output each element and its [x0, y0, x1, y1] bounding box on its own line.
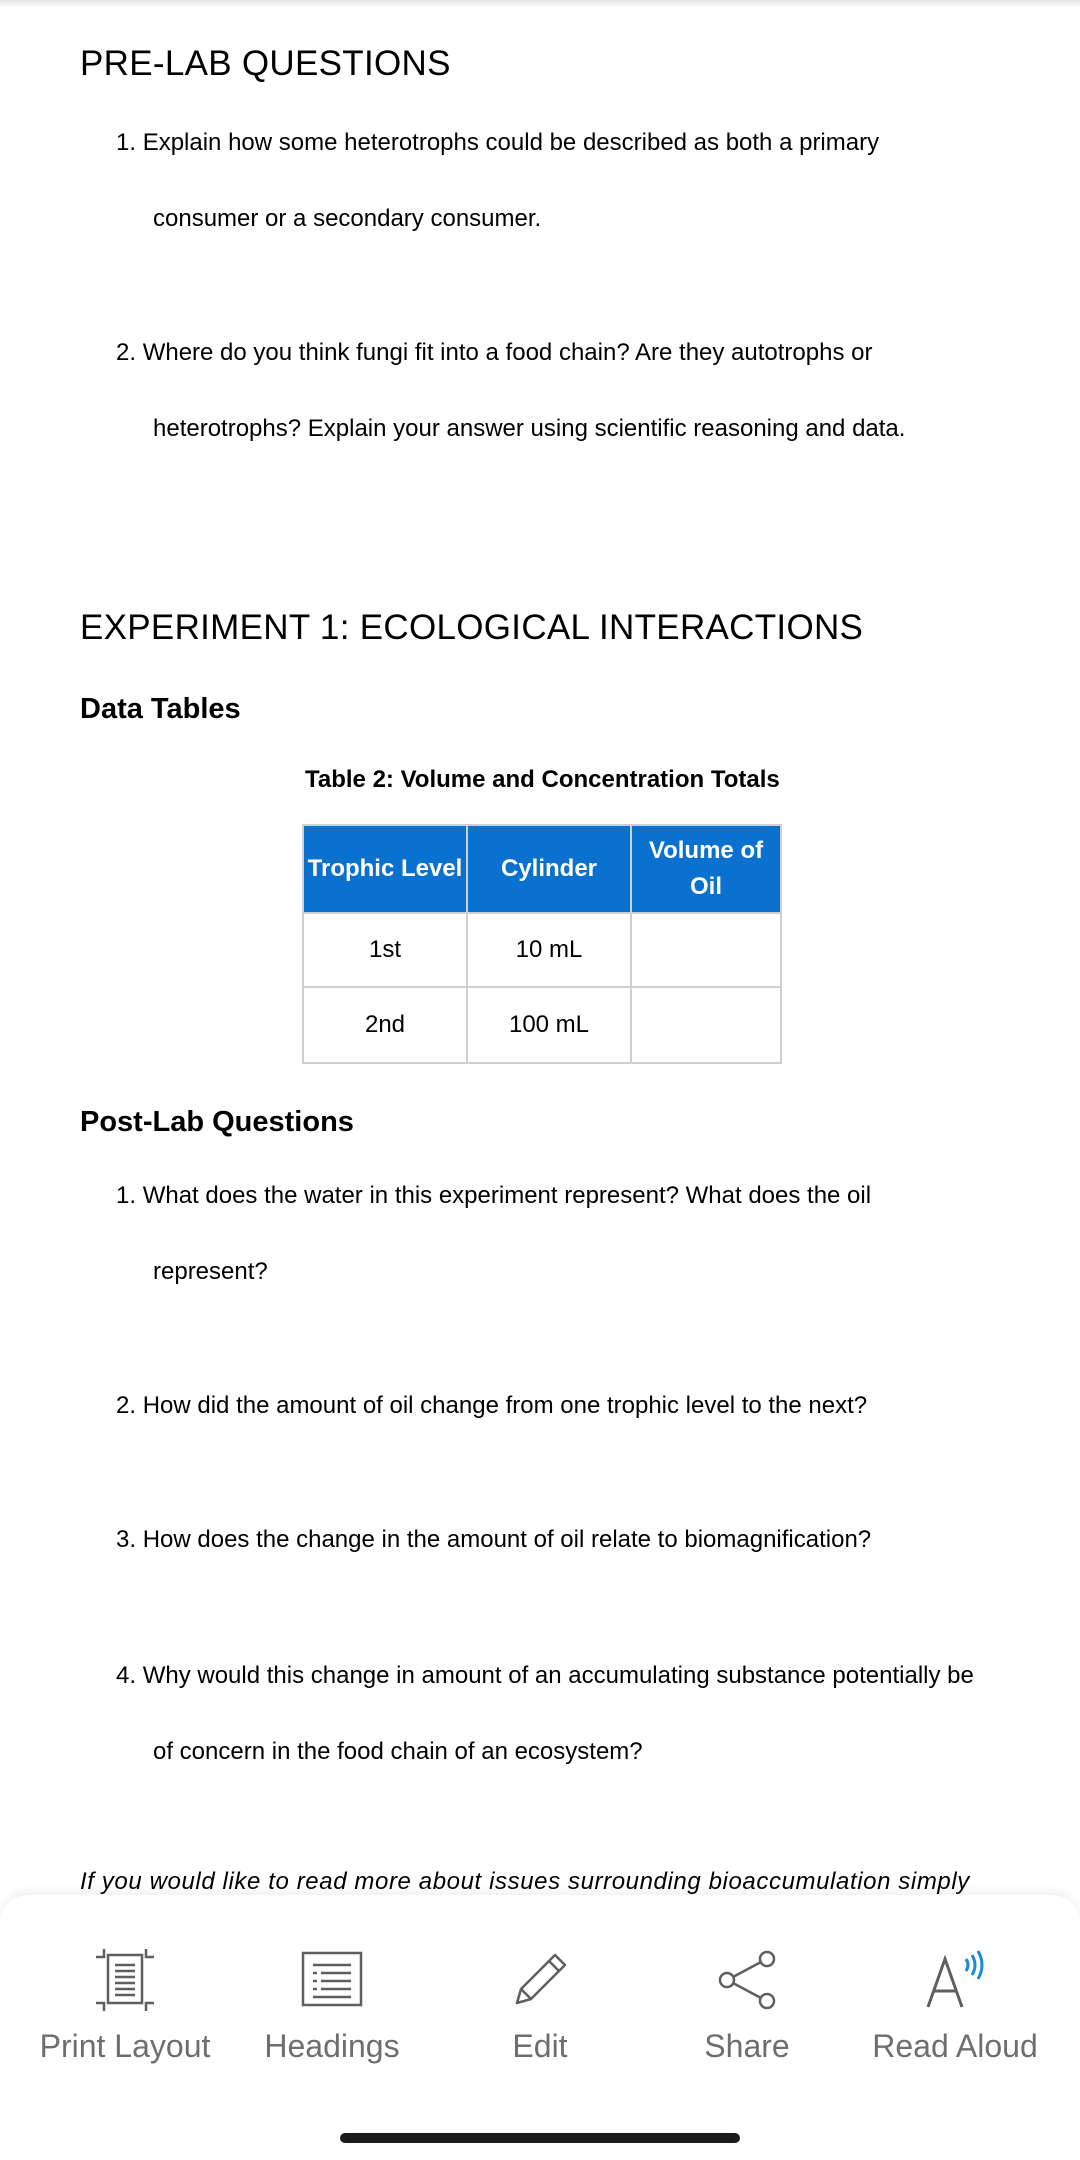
share-label: Share	[704, 2028, 790, 2064]
headings-icon	[297, 1945, 367, 2015]
question-text-continued: of concern in the food chain of an ecosystem?	[153, 1738, 643, 1765]
table-cell: 10 mL	[467, 913, 631, 987]
table-header-cell: Trophic Level	[303, 825, 467, 913]
question-text: Explain how some heterotrophs could be described as both a primary	[142, 129, 880, 156]
more-info-text: If you would like to read more about issues surrounding bioaccumulation simply	[80, 1868, 970, 1895]
postlab-question-1	[116, 1158, 1000, 1310]
edit-button[interactable]	[440, 1895, 640, 2095]
prelab-heading: PRE-LAB QUESTIONS	[80, 44, 451, 83]
question-text: Why would this change in amount of an accumulating substance potentially be	[142, 1662, 974, 1689]
question-number: 1.	[116, 129, 137, 156]
table-row	[303, 987, 781, 1063]
read-aloud-button[interactable]	[855, 1895, 1055, 2095]
question-text-continued: heterotrophs? Explain your answer using scientific reasoning and data.	[153, 415, 906, 442]
read-aloud-label: Read Aloud	[872, 2028, 1038, 2064]
question-text-continued: represent?	[153, 1258, 268, 1285]
table-cell[interactable]	[631, 913, 781, 987]
print-layout-icon	[90, 1945, 160, 2015]
table-row	[303, 913, 781, 987]
edit-label: Edit	[512, 2028, 568, 2064]
bottom-action-bar	[0, 1895, 1080, 2160]
share-icon	[712, 1945, 782, 2015]
table-caption: Table 2: Volume and Concentration Totals	[305, 766, 780, 793]
prelab-question-1	[116, 105, 1000, 257]
question-text: Where do you think fungi fit into a food chain? Are they autotrophs or	[142, 339, 873, 366]
prelab-question-2	[116, 315, 1000, 467]
question-number: 3.	[116, 1526, 137, 1553]
table-header-cell: Volume of Oil	[631, 825, 781, 913]
table-cell: 1st	[303, 913, 467, 987]
pencil-icon	[505, 1945, 575, 2015]
table-cell: 100 mL	[467, 987, 631, 1063]
headings-button[interactable]	[232, 1895, 432, 2095]
postlab-question-3	[116, 1502, 1000, 1578]
question-number: 1.	[116, 1182, 137, 1209]
print-layout-label: Print Layout	[39, 2028, 211, 2064]
headings-label: Headings	[264, 2028, 400, 2064]
home-indicator[interactable]	[340, 2133, 740, 2143]
table-header-cell: Cylinder	[467, 825, 631, 913]
question-number: 2.	[116, 339, 137, 366]
read-aloud-icon	[920, 1945, 990, 2015]
postlab-question-2	[116, 1368, 1000, 1444]
question-number: 2.	[116, 1392, 137, 1419]
table-cell[interactable]	[631, 987, 781, 1063]
question-text-continued: consumer or a secondary consumer.	[153, 205, 542, 232]
print-layout-button[interactable]	[25, 1895, 225, 2095]
data-tables-heading: Data Tables	[80, 693, 241, 725]
share-button[interactable]	[647, 1895, 847, 2095]
table-cell: 2nd	[303, 987, 467, 1063]
experiment-heading: EXPERIMENT 1: ECOLOGICAL INTERACTIONS	[80, 608, 864, 647]
table-header-row	[303, 825, 781, 913]
question-text: How does the change in the amount of oil relate to biomagnification?	[142, 1526, 872, 1553]
question-text: How did the amount of oil change from one trophic level to the next?	[142, 1392, 868, 1419]
volume-concentration-table	[302, 824, 782, 1064]
postlab-heading: Post-Lab Questions	[80, 1106, 354, 1138]
question-number: 4.	[116, 1662, 137, 1689]
postlab-question-4	[116, 1638, 1000, 1790]
question-text: What does the water in this experiment represent? What does the oil	[142, 1182, 872, 1209]
